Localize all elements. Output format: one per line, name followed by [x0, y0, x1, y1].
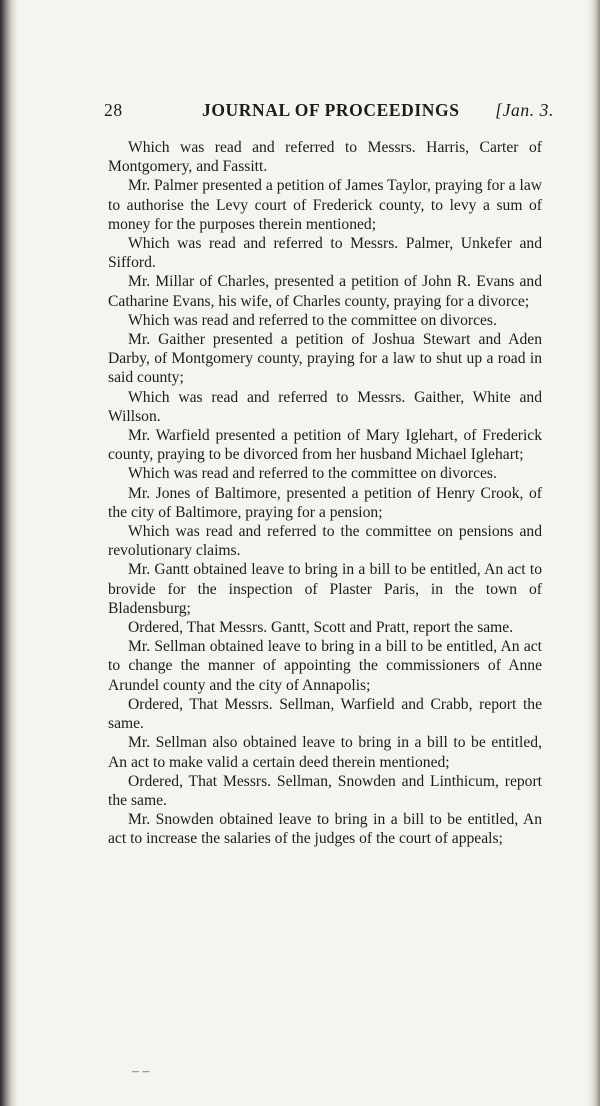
- running-header: [104, 100, 554, 126]
- paragraph: Mr. Sellman obtained leave to bring in a bill to be entitled, An act to change the manner of appointing the commissioners of Anne Arundel county and the city of Annapolis;: [108, 638, 542, 694]
- paragraph: Which was read and referred to Messrs. Palmer, Unkefer and Sifford.: [108, 235, 542, 272]
- paragraph: Mr. Gaither presented a petition of Joshua Stewart and Aden Darby, of Montgomery county, praying for a law to shut up a road in said county;: [108, 331, 542, 387]
- paragraph: Mr. Millar of Charles, presented a petition of John R. Evans and Catharine Evans, his wife, of Charles county, praying for a divorce;: [108, 273, 542, 310]
- paragraph: Mr. Palmer presented a petition of James Taylor, praying for a law to authorise the Levy court of Frederick county, to levy a sum of money for the purposes therein mentioned;: [108, 177, 542, 233]
- paragraph: Mr. Warfield presented a petition of Mary Iglehart, of Frederick county, praying to be divorced from her husband Michael Iglehart;: [108, 427, 542, 464]
- paragraph: Which was read and referred to the committee on pensions and revolutionary claims.: [108, 523, 542, 560]
- paragraph: Ordered, That Messrs. Sellman, Warfield and Crabb, report the same.: [108, 695, 542, 733]
- page-edge-shadow: [586, 0, 600, 1106]
- paragraph: Mr. Snowden obtained leave to bring in a bill to be entitled, An act to increase the salaries of the judges of the court of appeals;: [108, 811, 542, 848]
- paragraph: Which was read and referred to the committee on divorces.: [128, 311, 497, 329]
- paragraph: Which was read and referred to Messrs. Harris, Carter of Montgomery, and Fassitt.: [108, 139, 542, 176]
- paragraph: Ordered, That Messrs. Sellman, Snowden and Linthicum, report the same.: [108, 772, 542, 809]
- paragraph: Which was read and referred to Messrs. Gaither, White and Willson.: [108, 388, 542, 425]
- journal-body: [108, 138, 542, 849]
- printer-mark: ‒ ‒: [132, 1064, 150, 1079]
- paragraph: Ordered, That Messrs. Gantt, Scott and Pratt, report the same.: [128, 619, 514, 637]
- paragraph: Mr. Sellman also obtained leave to bring in a bill to be entitled, An act to make valid a certain deed therein mentioned;: [108, 734, 542, 771]
- journal-title: JOURNAL OF PROCEEDINGS: [202, 100, 460, 120]
- header-date: [Jan. 3.: [495, 100, 554, 120]
- page-binding-shadow: [0, 0, 18, 1106]
- paragraph: Which was read and referred to the committee on divorces.: [128, 465, 497, 483]
- paragraph: Mr. Jones of Baltimore, presented a petition of Henry Crook, of the city of Baltimore, praying for a pension;: [108, 484, 542, 521]
- paragraph: Mr. Gantt obtained leave to bring in a bill to be entitled, An act to brovide for the inspection of Plaster Paris, in the town of Bladensburg;: [108, 561, 542, 617]
- page-number: 28: [104, 100, 123, 120]
